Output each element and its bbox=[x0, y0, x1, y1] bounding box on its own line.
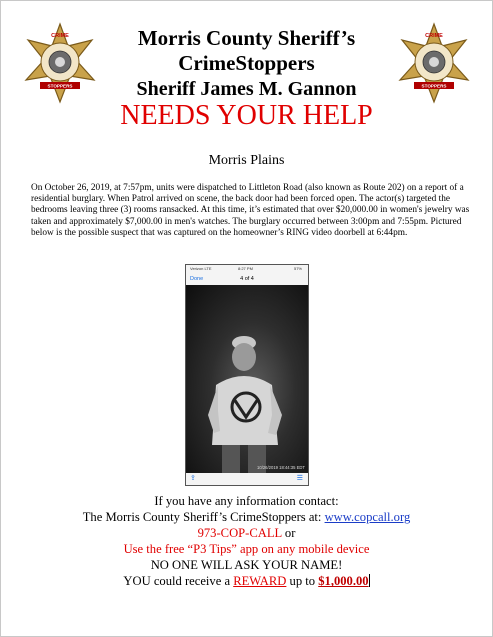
svg-text:CRIME: CRIME bbox=[425, 33, 443, 39]
contact-website-line bbox=[0, 509, 493, 525]
contact-website-prefix: The Morris County Sheriff’s CrimeStoppers at: bbox=[82, 510, 325, 525]
headline: NEEDS YOUR HELP bbox=[120, 100, 373, 131]
reward-amount: $1,000.00 bbox=[318, 574, 369, 589]
text-cursor bbox=[369, 574, 370, 587]
phone-screenshot bbox=[185, 264, 309, 486]
suspect-figure-icon bbox=[186, 285, 308, 473]
town-heading: Morris Plains bbox=[208, 153, 285, 168]
contact-block bbox=[0, 493, 493, 590]
sheriff-badge-icon bbox=[396, 22, 472, 106]
phone-toolbar bbox=[186, 473, 308, 485]
page-title: Morris County Sheriff’s bbox=[137, 26, 356, 50]
suspect-photo bbox=[186, 285, 308, 473]
carrier-label: Verizon LTE bbox=[190, 266, 212, 271]
phone-suffix: or bbox=[281, 526, 296, 541]
photo-counter: 4 of 4 bbox=[240, 276, 254, 282]
svg-text:CRIME: CRIME bbox=[51, 33, 69, 39]
phone-number: 973-COP-CALL bbox=[197, 526, 282, 541]
svg-text:STOPPERS: STOPPERS bbox=[421, 83, 447, 89]
clock-label: 8:27 PM bbox=[238, 266, 253, 271]
reward-line bbox=[0, 573, 493, 589]
svg-text:STOPPERS: STOPPERS bbox=[47, 83, 73, 89]
reward-mid: up to bbox=[286, 574, 319, 589]
page-subtitle: CrimeStoppers bbox=[178, 51, 315, 75]
battery-label: 57% bbox=[293, 266, 302, 271]
contact-intro: If you have any information contact: bbox=[154, 494, 339, 508]
reward-prefix: YOU could receive a bbox=[123, 574, 234, 589]
photo-timestamp: 10/26/2019 18:44:35 EDT bbox=[257, 465, 305, 470]
done-button[interactable]: Done bbox=[190, 276, 204, 282]
contact-phone-line bbox=[0, 525, 493, 541]
share-icon[interactable]: ⇪ bbox=[190, 474, 196, 482]
app-line: Use the free “P3 Tips” app on any mobile device bbox=[123, 542, 370, 557]
incident-description: On October 26, 2019, at 7:57pm, units were dispatched to Littleton Road (also known as Route 202) on a report of a residential burglary. When Patrol arrived on scene, the back door had been forced open. The actor(s) targeted the bedrooms leaving three (3) rooms ransacked. At this time, it’s estimated that over $20,000.00 in women's jewelry was taken and approximately $7,000.00 in men's watches. The burglary occurred between 3:00pm and 7:55pm. Pictured below is the possible suspect that was captured on the homeowner’s RING video doorbell at 6:44pm. bbox=[31, 183, 470, 238]
sheriff-name: Sheriff James M. Gannon bbox=[136, 78, 357, 100]
list-icon[interactable]: ☰ bbox=[296, 474, 303, 482]
reward-word: REWARD bbox=[233, 574, 287, 589]
phone-status-bar bbox=[186, 265, 308, 273]
phone-nav-bar bbox=[186, 273, 308, 285]
anonymous-line: NO ONE WILL ASK YOUR NAME! bbox=[150, 558, 343, 573]
website-link[interactable]: www.copcall.org bbox=[324, 510, 411, 525]
sheriff-badge-icon bbox=[22, 22, 98, 106]
